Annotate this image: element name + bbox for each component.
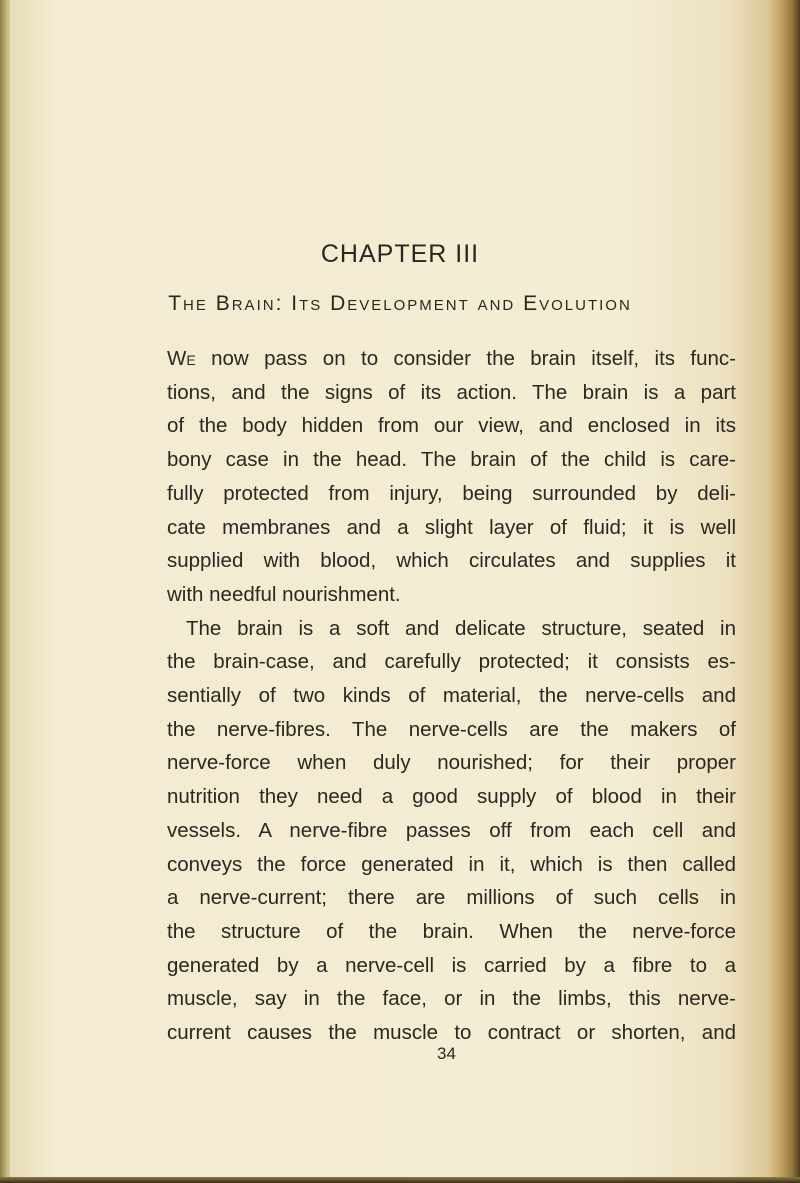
paragraph-2-line: sentially of two kinds of material, the nerve-cells and [167, 684, 736, 708]
paragraph-2-line: vessels. A nerve-fibre passes off from each cell and [167, 818, 736, 842]
paragraph-2-line: current causes the muscle to contract or shorten, and [167, 1021, 736, 1045]
paragraph-2-line: nerve-force when duly nourished; for their proper [167, 751, 736, 775]
paragraph-2-line: the structure of the brain. When the nerve-force [167, 919, 736, 943]
paragraph-2-line: conveys the force generated in it, which is then called [167, 852, 736, 876]
page-edge-stack [770, 0, 800, 1183]
paragraph-1-line: tions, and the signs of its action. The brain is a part [167, 380, 736, 404]
paragraph-1-line: supplied with blood, which circulates and supplies it [167, 549, 736, 573]
page-number: 34 [437, 1044, 456, 1063]
chapter-heading: CHAPTER III [320, 240, 480, 268]
paragraph-lead-word: We [167, 347, 196, 370]
page-bottom-edge [0, 1177, 800, 1183]
paragraph-2-line: the brain-case, and carefully protected; it consists es- [167, 650, 736, 674]
body-text [167, 342, 736, 1050]
paragraph-1-line: of the body hidden from our view, and enclosed in its [167, 414, 736, 438]
paragraph-1-line: cate membranes and a slight layer of fluid; it is well [167, 515, 736, 539]
paragraph-1-line: bony case in the head. The brain of the child is care- [167, 448, 736, 472]
paragraph-2-line: the nerve-fibres. The nerve-cells are the makers of [167, 717, 736, 741]
paragraph-1-line: fully protected from injury, being surrounded by deli- [167, 481, 736, 505]
paragraph-1-line: with needful nourishment. [167, 582, 401, 606]
paragraph-2-line: generated by a nerve-cell is carried by a fibre to a [167, 953, 736, 977]
paragraph-2-line: muscle, say in the face, or in the limbs, this nerve- [167, 987, 736, 1011]
paragraph-1-line: We now pass on to consider the brain itself, its func- [167, 347, 736, 370]
paragraph-2-line: nutrition they need a good supply of blood in their [167, 785, 736, 809]
paragraph-2-line: The brain is a soft and delicate structure, seated in [186, 616, 736, 640]
chapter-title: The Brain: Its Development and Evolution [168, 292, 632, 315]
paragraph-2-line: a nerve-current; there are millions of such cells in [167, 886, 736, 910]
